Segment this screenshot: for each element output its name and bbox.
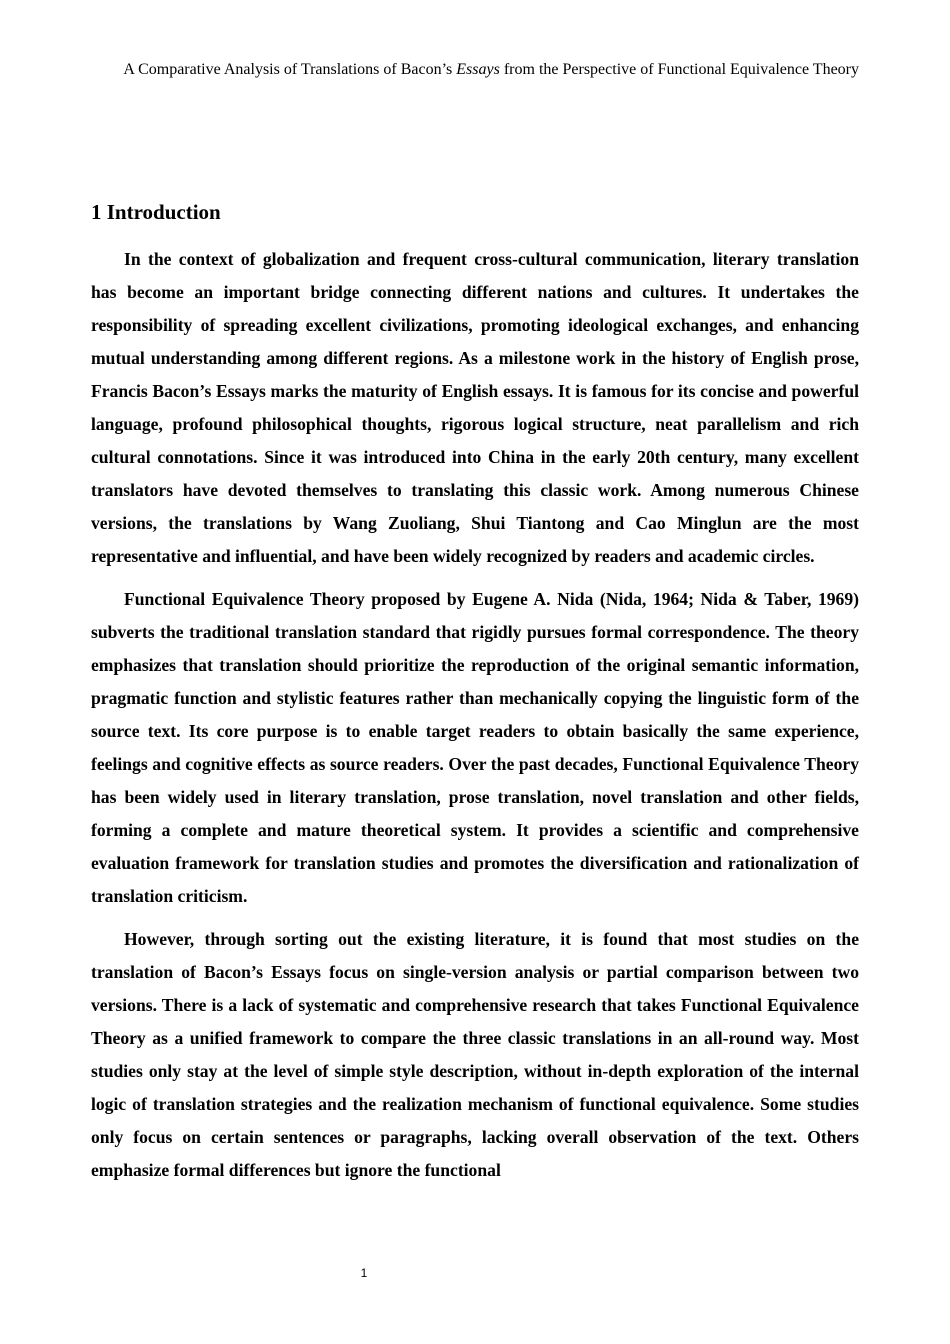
header-title-italic: Essays (456, 61, 500, 78)
running-header (91, 60, 859, 79)
section-heading: 1 Introduction (91, 200, 221, 224)
page-number: 1 (360, 1266, 368, 1280)
header-title-part2: from the Perspective of Functional Equivalence Theory (499, 61, 859, 78)
paragraph-1: In the context of globalization and frequent cross-cultural communication, literary translation has become an important bridge connecting different nations and cultures. It undertakes the responsibility of spreading excellent civilizations, promoting ideological exchanges, and enhancing mutual understanding among different regions. As a milestone work in the history of English prose, Francis Bacon’s Essays marks the maturity of English essays. It is famous for its concise and powerful language, profound philosophical thoughts, rigorous logical structure, neat parallelism and rich cultural connotations. Since it was introduced into China in the early 20th century, many excellent translators have devoted themselves to translating this classic work. Among numerous Chinese versions, the translations by Wang Zuoliang, Shui Tiantong and Cao Minglun are the most representative and influential, and have been widely recognized by readers and academic circles. (91, 249, 859, 566)
header-title-part1: A Comparative Analysis of Translations of Bacon’s (123, 61, 457, 78)
paragraph-2: Functional Equivalence Theory proposed by Eugene A. Nida (Nida, 1964; Nida & Taber, 1969) subverts the traditional translation standard that rigidly pursues formal correspondence. The theory emphasizes that translation should prioritize the reproduction of the original semantic information, pragmatic function and stylistic features rather than mechanically copying the linguistic form of the source text. Its core purpose is to enable target readers to obtain basically the same experience, feelings and cognitive effects as source readers. Over the past decades, Functional Equivalence Theory has been widely used in literary translation, prose translation, novel translation and other fields, forming a complete and mature theoretical system. It provides a scientific and comprehensive evaluation framework for translation studies and promotes the diversification and rationalization of translation criticism. (91, 589, 859, 906)
paragraph-3: However, through sorting out the existing literature, it is found that most studies on the translation of Bacon’s Essays focus on single-version analysis or partial comparison between two versions. There is a lack of systematic and comprehensive research that takes Functional Equivalence Theory as a unified framework to compare the three classic translations in an all-round way. Most studies only stay at the level of simple style description, without in-depth exploration of the internal logic of translation strategies and the realization mechanism of functional equivalence. Some studies only focus on certain sentences or paragraphs, lacking overall observation of the text. Others emphasize formal differences but ignore the functional (91, 929, 859, 1180)
body-text (91, 243, 859, 1197)
